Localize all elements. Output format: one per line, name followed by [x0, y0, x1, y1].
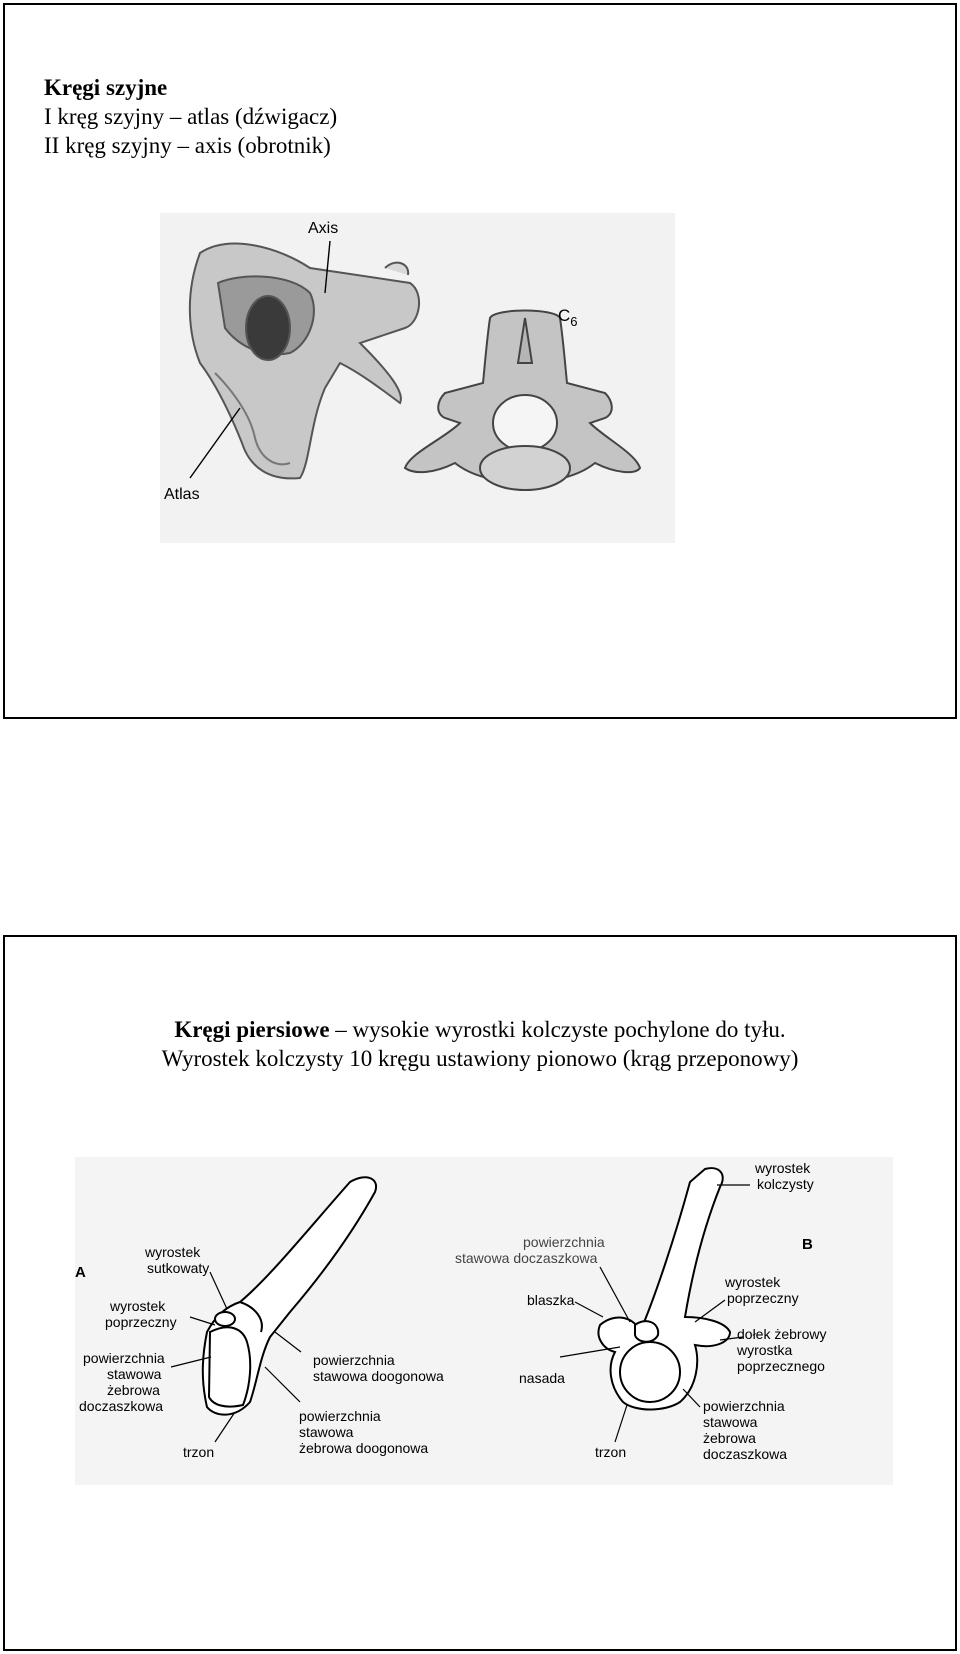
- label-pow-doczaszkowa-a-4: doczaszkowa: [79, 1398, 164, 1414]
- label-dolek-zebrowy-1: dołek żebrowy: [737, 1326, 827, 1342]
- slide2-text: [5, 1015, 955, 1073]
- slide1-title: Kręgi szyjne: [44, 75, 168, 100]
- thoracic-vertebra-drawing: [75, 1157, 893, 1485]
- slide2-title-line: [5, 1015, 955, 1044]
- label-blaszka: blaszka: [527, 1292, 575, 1308]
- label-wyrostek-poprzeczny-b-1: wyrostek: [725, 1274, 781, 1290]
- label-zebrowa-doogonowa-3: żebrowa doogonowa: [299, 1440, 429, 1456]
- label-trzon-b: trzon: [595, 1444, 627, 1460]
- label-trzon-a: trzon: [183, 1444, 215, 1460]
- label-wyrostek-kolczysty-1: wyrostek: [755, 1160, 811, 1176]
- label-wyrostek-poprzeczny-b-2: poprzeczny: [727, 1290, 799, 1306]
- atlas-axis-c6-figure: [160, 213, 675, 543]
- c6-vertebra: [405, 311, 640, 491]
- label-pow-doczaszkowa-b-2: stawowa doczaszkowa: [455, 1250, 598, 1266]
- label-pow-zebrowa-b-2: stawowa: [703, 1414, 758, 1430]
- slide-thoracic-vertebrae: [3, 935, 957, 1651]
- label-nasada: nasada: [519, 1370, 565, 1386]
- label-pow-doczaszkowa-a-3: żebrowa: [107, 1382, 160, 1398]
- label-pow-zebrowa-b-3: żebrowa: [703, 1430, 756, 1446]
- label-wyrostek-poprzeczny-a-2: poprzeczny: [105, 1314, 177, 1330]
- thoracic-vertebra-figure: [75, 1157, 893, 1485]
- slide-cervical-vertebrae: [3, 3, 957, 719]
- label-dolek-zebrowy-3: poprzecznego: [737, 1358, 825, 1374]
- label-zebrowa-doogonowa-2: stawowa: [299, 1424, 354, 1440]
- vertebra-b-labels: [455, 1160, 827, 1462]
- label-zebrowa-doogonowa-1: powierzchnia: [299, 1408, 381, 1424]
- label-pow-doczaszkowa-b-1: powierzchnia: [523, 1234, 605, 1250]
- slide2-line2: Wyrostek kolczysty 10 kręgu ustawiony pionowo (krąg przeponowy): [161, 1046, 799, 1071]
- label-wyrostek-sutkowaty-1: wyrostek: [145, 1244, 201, 1260]
- slide2-title-rest: – wysokie wyrostki kolczyste pochylone do tyłu.: [329, 1017, 786, 1042]
- panel-a-label: A: [75, 1264, 86, 1281]
- label-pow-doczaszkowa-a-1: powierzchnia: [83, 1350, 165, 1366]
- label-wyrostek-sutkowaty-2: sutkowaty: [147, 1260, 210, 1276]
- panel-b-label: B: [802, 1236, 813, 1253]
- label-pow-zebrowa-b-1: powierzchnia: [703, 1398, 785, 1414]
- atlas-leader-line: [190, 408, 240, 478]
- label-wyrostek-poprzeczny-a-1: wyrostek: [110, 1298, 166, 1314]
- label-doogonowa-2: stawowa doogonowa: [313, 1368, 444, 1384]
- label-c6: $C_6$: [558, 306, 578, 329]
- slide1-text: [44, 73, 337, 160]
- atlas-axis-bones: [190, 244, 419, 479]
- label-dolek-zebrowy-2: wyrostka: [737, 1342, 793, 1358]
- vertebra-b-drawing: [598, 1168, 730, 1409]
- atlas-axis-c6-drawing: [160, 213, 675, 543]
- slide1-line-atlas: I kręg szyjny – atlas (dźwigacz): [44, 104, 338, 129]
- label-pow-doczaszkowa-a-2: stawowa: [107, 1366, 162, 1382]
- label-pow-zebrowa-b-4: doczaszkowa: [703, 1446, 788, 1462]
- label-wyrostek-kolczysty-2: kolczysty: [757, 1176, 814, 1192]
- slide1-line-axis: II kręg szyjny – axis (obrotnik): [44, 133, 331, 158]
- label-axis: Axis: [308, 220, 339, 237]
- slide2-title: Kręgi piersiowe: [174, 1017, 330, 1042]
- label-doogonowa-1: powierzchnia: [313, 1352, 395, 1368]
- label-atlas: Atlas: [164, 486, 200, 503]
